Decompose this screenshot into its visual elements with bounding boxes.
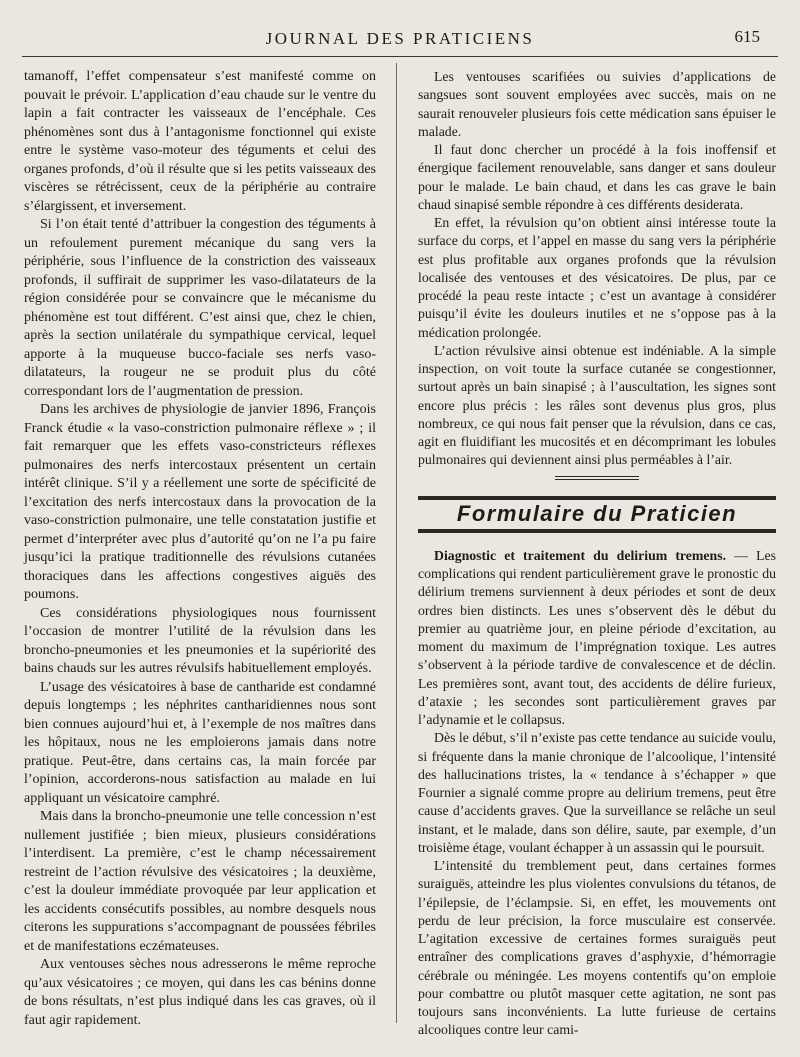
paragraph: Il faut donc chercher un procédé à la fois inoffensif et énergique facilement renouvelable, sans danger et sans douleur pour le malade. Le bain chaud, et dans les cas grave le bain chaud sinapisé semble répondre à ces différents desiderata.	[418, 142, 776, 212]
paragraph: L’action révulsive ainsi obtenue est indéniable. A la simple inspection, on voit toute la surface cutanée se congestionner, surtout après un bain sinapisé ; à l’auscultation, les signes sont encore plus précis : les râles sont devenus plus gros, plus nombreux, ce qui nous fait penser que la révulsion, dans ce cas, agit en fluidifiant les mucosités et en décomprimant les lobules pulmonaires qui deviennent ainsi plus perméables à l’air.	[418, 342, 776, 468]
paragraph: Aux ventouses sèches nous adresserons le même reproche qu’aux vésicatoires ; ce moyen, qui dans les cas bénins donne de bons résultats, n’est plus indiqué dans les cas graves, où il faut agir rapidement.	[24, 957, 376, 1028]
paragraph: Dans les archives de physiologie de janvier 1896, François Franck étudie « la vaso-constriction pulmonaire réflexe » ; il fait remarquer que les effets vaso-constricteurs réflexes pulmonaires des nerfs intercostaux présentent un certain intérêt clinique. S’il y a réellement une sorte de spécificité de l’excitation des nerfs intercostaux dans la provocation de la vaso-constriction pulmonaire, une telle constatation justifie et permet d’interpréter avec plus d’autorité qu’on ne l’a pu faire jusqu’ici la pratique traditionnelle des révulsions cutanées thoraciques dans les affections congestives aiguës des poumons.	[24, 402, 376, 602]
section-title: Formulaire du Praticien	[456, 500, 738, 526]
article-end-rule	[555, 476, 639, 480]
paragraph: L’intensité du tremblement peut, dans certaines formes suraiguës, atteindre les plus violentes convulsions du tétanos, de l’épilepsie, de l’éclampsie. Si, en effet, les mouvements ont perdu de leur précision, la force musculaire est conservée. L’agitation excessive de certaines formes suraiguës peut entraîner des complications graves d’asphyxie, d’hémorragie cérébrale ou méningée. Les moyens contentifs qu’on emploie pour combattre ou plutôt masquer cette agitation, ne sont pas toujours sans inconvénients. La lutte furieuse de certains alcooliques contre leur cami-	[418, 858, 776, 1038]
running-title: JOURNAL DES PRATICIENS	[265, 29, 535, 48]
paragraph: Dès le début, s’il n’existe pas cette tendance au suicide voulu, si fréquente dans la manie chronique de l’alcoolique, l’intensité des hallucinations tristes, la « tendance à s’échapper » que Fournier a signalé comme propre au delirium tremens, peut être cause d’accidents graves. Que la surveillance se relâche un seul instant, et le malade, dans son délire, saute, par exemple, d’un troisième étage, voulant échapper à un assassin qui le poursuit.	[418, 730, 776, 855]
paragraph: Si l’on était tenté d’attribuer la congestion des téguments à un refoulement purement mécanique du sang vers la périphérie, sous l’influence de la constriction des vaisseaux profonds, il suffirait de supprimer les vaso-dilatateurs de la région considérée pour se convaincre que le mécanisme du phénomène est tout différent. C’est ainsi que, chez le chien, après la section unilatérale du sympathique cervical, lequel apporte à la muqueuse bucco-faciale ses nerfs vaso-dilatateurs, la rougeur ne se produit plus du côté correspondant lors de l’augmentation de pression.	[24, 217, 376, 399]
header-rule	[22, 56, 778, 57]
section-banner	[418, 496, 776, 533]
paragraph: L’usage des vésicatoires à base de cantharide est condamné depuis longtemps ; les néphrites cantharidiennes nous sont bien connues aujourd’hui et, à l’exemple de nos maîtres dans les hôpitaux, nous ne les emploierons jamais dans notre pratique. Peut-être, dans certains cas, la main forcée par l’opinion, accorderons-nous satisfaction au malade en lui appliquant un vésicatoire camphré.	[24, 679, 376, 806]
right-column	[418, 68, 776, 1040]
paragraph: Mais dans la broncho-pneumonie une telle concession n’est nullement justifiée ; bien mieux, plusieurs considérations l’interdisent. La première, c’est le champ nécessairement restreint de l’action révulsive des vésicatoires ; la deuxième, c’est la douleur immédiate provoquée par leur application et les accidents consécutifs possibles, au nombre desquels nous citerons les suppurations s’accompagnant de poussées fébriles et de manifestations eczémateuses.	[24, 809, 376, 954]
paragraph: tamanoff, l’effet compensateur s’est manifesté comme on pouvait le prévoir. L’application d’eau chaude sur le ventre du lapin a fait contracter les vaisseaux de l’encéphale. Ces phénomènes sont dus à l’antagonisme fonctionnel qui existe entre le système vaso-moteur des téguments et celui des organes profonds, d’où il résulte que si les petits vaisseaux des viscères se rétrécissent, ceux de la périphérie au contraire s’élargissent, et inversement.	[24, 69, 376, 214]
paragraph	[418, 547, 776, 730]
column-divider	[396, 63, 397, 1023]
page-number: 615	[734, 27, 760, 46]
article-subhead: Diagnostic et traitement du delirium tremens.	[434, 547, 727, 563]
left-column	[24, 68, 376, 1030]
paragraph: En effet, la révulsion qu’on obtient ainsi intéresse toute la surface du corps, et l’appel en masse du sang vers la périphérie est plus profitable aux organes profonds que la révulsion localisée des ventouses et des vésicatoires. De plus, par ce procédé la peau reste intacte ; c’est un avantage à considérer puisqu’il évite les douleurs inutiles et ne s’oppose pas à la médication prolongée.	[418, 215, 776, 340]
paragraph: Les ventouses scarifiées ou suivies d’applications de sangsues sont souvent employées avec succès, mais on ne saurait renouveler plusieurs fois cette médication sans épuiser le malade.	[418, 69, 776, 139]
paragraph: Ces considérations physiologiques nous fournissent l’occasion de montrer l’utilité de la révulsion dans les broncho-pneumonies et les pneumonies et la supériorité des bains chauds sur les autres révulsifs habituellement employés.	[24, 605, 376, 676]
paragraph-text: — Les complications qui rendent particulièrement grave le pronostic du délirium tremens surviennent à deux périodes et sont de deux ordres bien distincts. Les unes s’observent dès le début du premier au quatrième jour, en pleine période d’excitation, au moment du maximum de l’imprégnation toxique. Les autres s’observent à la période tardive de convalescence et de déclin. Les premières sont, avant tout, des accidents de délire furieux, d’ataxie ; les secondes sont particulièrement graves par l’adynamie et le collapsus.	[418, 547, 776, 727]
